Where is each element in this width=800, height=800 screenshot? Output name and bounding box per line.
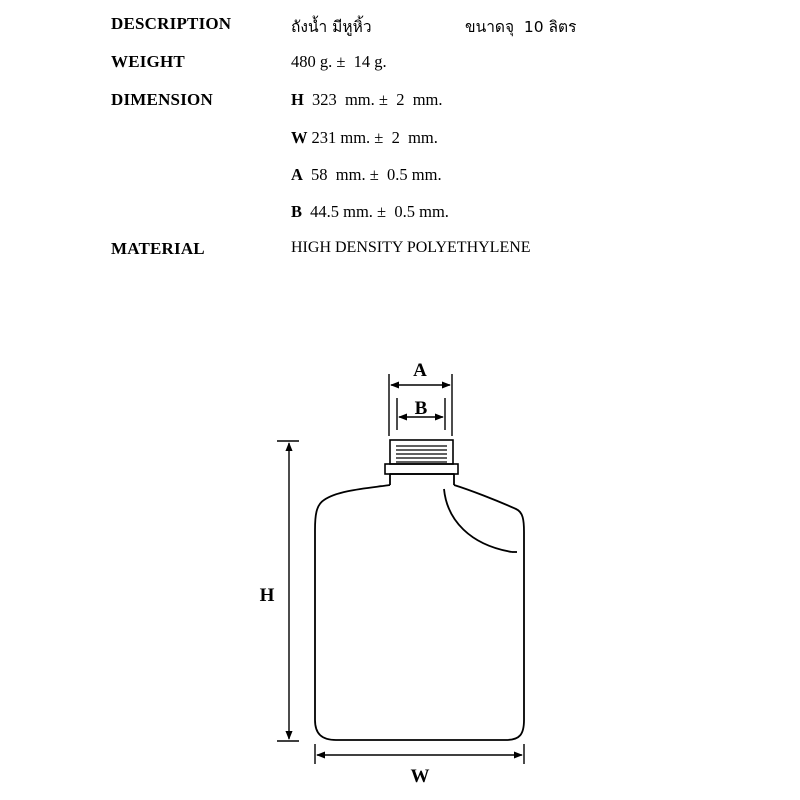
dimension-key-h: H	[291, 90, 304, 109]
material-value: HIGH DENSITY POLYETHYLENE	[291, 239, 531, 256]
dimension-value-h: 323 mm. ± 2 mm.	[307, 90, 443, 109]
description-name: ถังน้ำ มีหูหิ้ว	[291, 18, 372, 36]
dimension-h	[277, 441, 299, 741]
label-h: H	[259, 585, 275, 606]
bottle-outline	[315, 485, 524, 740]
description-size: ขนาดจุ 10 ลิตร	[465, 18, 577, 36]
bottle-cap	[385, 440, 458, 474]
bottle-neck	[390, 474, 454, 485]
weight-value: 480 g. ± 14 g.	[291, 52, 387, 71]
dimension-label: DIMENSION	[111, 90, 213, 109]
weight-label: WEIGHT	[111, 52, 185, 71]
dimension-value-a: 58 mm. ± 0.5 mm.	[306, 165, 442, 184]
dimension-value-b: 44.5 mm. ± 0.5 mm.	[306, 202, 449, 221]
dimension-key-a: A	[291, 165, 303, 184]
handle-inner-curve	[444, 489, 512, 552]
label-a: A	[413, 360, 427, 381]
material-label: MATERIAL	[111, 239, 205, 258]
description-label: DESCRIPTION	[111, 14, 232, 33]
dimension-key-b: B	[291, 202, 303, 221]
label-b: B	[414, 398, 428, 419]
dimension-key-w: W	[291, 128, 308, 147]
bottle-body	[315, 474, 524, 740]
label-w: W	[410, 766, 430, 787]
dimension-w	[315, 744, 524, 764]
dimension-value-w: 231 mm. ± 2 mm.	[311, 128, 438, 147]
